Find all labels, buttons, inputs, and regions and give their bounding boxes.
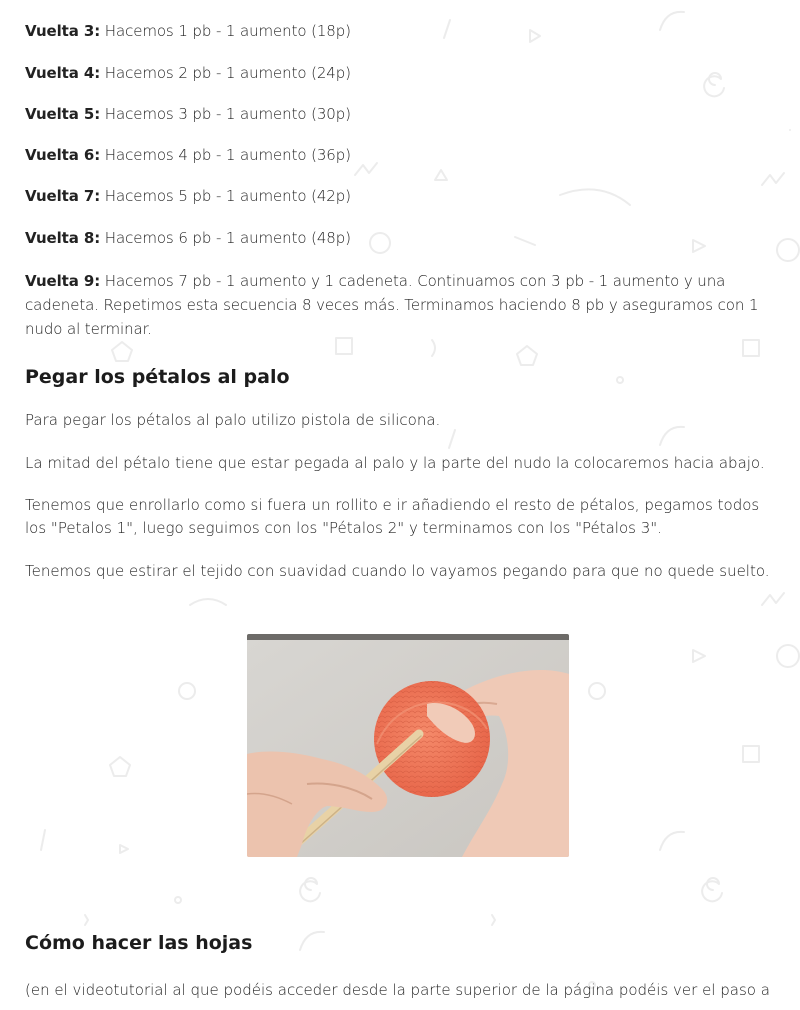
paragraph: Para pegar los pétalos al palo utilizo pistola de silicona. — [25, 411, 441, 429]
round-4 — [25, 61, 351, 85]
round-text: Hacemos 6 pb - 1 aumento (48p) — [104, 229, 351, 247]
paragraph: La mitad del pétalo tiene que estar pegada al palo y la parte del nudo la colocaremos hacia abajo. — [25, 454, 765, 472]
paragraph: (en el videotutorial al que podéis acceder desde la parte superior de la página podéis ver el paso a — [25, 981, 770, 999]
round-label: Vuelta 4: — [25, 64, 101, 82]
round-label: Vuelta 6: — [25, 146, 101, 164]
round-label: Vuelta 9: — [25, 272, 101, 290]
paragraph: Tenemos que estirar el tejido con suavidad cuando lo vayamos pegando para que no quede suelto. — [25, 562, 770, 580]
round-label: Vuelta 7: — [25, 187, 101, 205]
section-heading-hojas: Cómo hacer las hojas — [25, 932, 253, 954]
round-8 — [25, 226, 351, 250]
paragraph: Tenemos que enrollarlo como si fuera un rollito e ir añadiendo el resto de pétalos, pegamos todos los "Petalos 1", luego seguimos con los "Pétalos 2" y terminamos con los "Pétalos 3". — [25, 496, 760, 537]
round-text: Hacemos 2 pb - 1 aumento (24p) — [104, 64, 351, 82]
round-text: Hacemos 7 pb - 1 aumento y 1 cadeneta. Continuamos con 3 pb - 1 aumento y una cadeneta. Repetimos esta secuencia 8 veces más. Terminamos haciendo 8 pb y aseguramos con 1 nudo al terminar. — [25, 272, 759, 338]
round-label: Vuelta 8: — [25, 229, 101, 247]
round-9 — [25, 269, 785, 341]
round-text: Hacemos 3 pb - 1 aumento (30p) — [104, 105, 351, 123]
round-3 — [25, 19, 351, 43]
round-5 — [25, 102, 351, 126]
section-heading-petalos: Pegar los pétalos al palo — [25, 366, 290, 388]
round-text: Hacemos 1 pb - 1 aumento (18p) — [104, 22, 351, 40]
round-label: Vuelta 3: — [25, 22, 101, 40]
round-7 — [25, 184, 351, 208]
round-text: Hacemos 5 pb - 1 aumento (42p) — [104, 187, 351, 205]
hands-crochet-illustration — [247, 634, 569, 857]
round-label: Vuelta 5: — [25, 105, 101, 123]
round-text: Hacemos 4 pb - 1 aumento (36p) — [104, 146, 351, 164]
petal-assembly-photo — [247, 634, 569, 857]
round-6 — [25, 143, 351, 167]
